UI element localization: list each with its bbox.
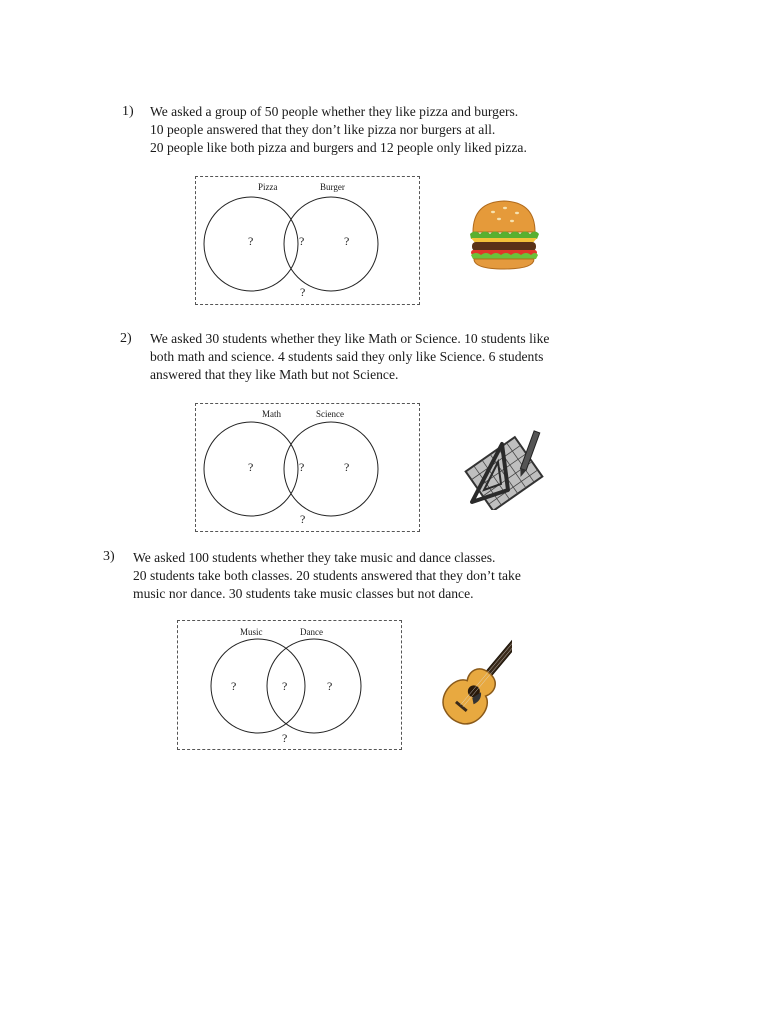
venn-middle-region: ? (282, 679, 288, 693)
problem-number: 2) (120, 331, 132, 346)
venn-outside-region: ? (282, 731, 288, 745)
problem-text (150, 103, 527, 157)
venn-set-a-label: Pizza (258, 182, 278, 192)
problem-text (150, 330, 549, 384)
venn-circles (196, 404, 421, 533)
problem-number: 3) (103, 549, 115, 564)
problem-line: 20 students take both classes. 20 students answered that they don’t take (133, 568, 521, 583)
venn-right-region: ? (344, 460, 350, 474)
problem-number: 1) (122, 104, 134, 119)
venn-circles (196, 177, 421, 306)
venn-outside-region: ? (300, 512, 306, 526)
problem-line: both math and science. 4 students said they only like Science. 6 students (150, 349, 544, 364)
venn-left-region: ? (248, 234, 254, 248)
ruler-pencil-grid-icon (462, 424, 546, 510)
venn-left-region: ? (248, 460, 254, 474)
problem-3 (0, 540, 768, 770)
problem-line: music nor dance. 30 students take music classes but not dance. (133, 586, 474, 601)
problem-text (133, 549, 521, 603)
problem-line: 10 people answered that they don’t like pizza nor burgers at all. (150, 122, 496, 137)
venn-diagram-box (195, 176, 420, 305)
venn-right-region: ? (327, 679, 333, 693)
venn-outside-region: ? (300, 285, 306, 299)
guitar-icon (432, 622, 512, 732)
venn-diagram-box (195, 403, 420, 532)
problem-line: We asked a group of 50 people whether they like pizza and burgers. (150, 104, 519, 119)
venn-left-region: ? (231, 679, 237, 693)
problem-line: answered that they like Math but not Science. (150, 367, 399, 382)
problem-line: We asked 100 students whether they take music and dance classes. (133, 550, 496, 565)
venn-middle-region: ? (299, 234, 305, 248)
problem-line: 20 people like both pizza and burgers and 12 people only liked pizza. (150, 140, 527, 155)
venn-set-b-label: Science (316, 409, 344, 419)
venn-set-b-label: Burger (320, 182, 345, 192)
venn-circle-left (211, 639, 305, 733)
venn-set-a-label: Math (262, 409, 281, 419)
problem-2 (0, 320, 768, 540)
venn-set-b-label: Dance (300, 627, 323, 637)
problem-line: We asked 30 students whether they like Math or Science. 10 students like (150, 331, 550, 346)
venn-right-region: ? (344, 234, 350, 248)
venn-middle-region: ? (299, 460, 305, 474)
problem-1 (0, 0, 768, 320)
venn-circles (178, 621, 403, 751)
burger-icon (465, 198, 543, 272)
venn-set-a-label: Music (240, 627, 263, 637)
venn-diagram-box (177, 620, 402, 750)
